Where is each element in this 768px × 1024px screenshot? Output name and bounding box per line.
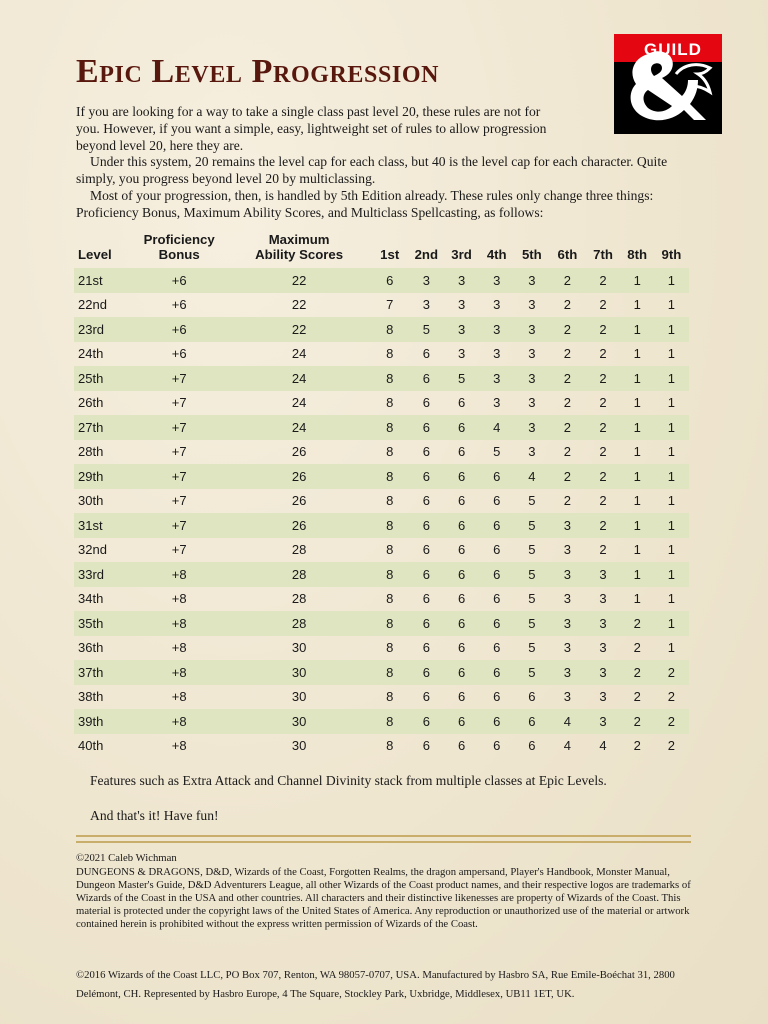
- table-cell: 3: [514, 415, 549, 440]
- table-row: [74, 366, 689, 391]
- table-cell: 6: [444, 660, 479, 685]
- table-cell: 24: [291, 346, 307, 362]
- table-cell: +8: [171, 689, 187, 705]
- table-cell: 1: [667, 640, 676, 656]
- header-max-ability-scores: Maximum Ability Scores: [255, 232, 344, 262]
- table-cell: 6: [493, 591, 501, 607]
- table-cell: 5: [514, 562, 549, 587]
- table-row: [74, 415, 689, 440]
- table-cell: +6: [131, 268, 228, 293]
- table-cell: 3: [514, 366, 549, 391]
- table-cell: 6: [422, 395, 430, 411]
- table-cell: 8: [386, 346, 394, 362]
- table-cell: 6: [457, 640, 466, 656]
- table-cell: 1: [654, 415, 689, 440]
- table-cell: 30: [227, 660, 370, 685]
- table-cell: 23rd: [74, 317, 131, 342]
- table-cell: 32nd: [78, 542, 107, 558]
- table-cell: 28th: [78, 444, 104, 460]
- table-cell: 3: [457, 346, 466, 362]
- table-cell: 6: [422, 444, 430, 460]
- table-cell: 3: [549, 562, 585, 587]
- table-cell: 1: [667, 591, 676, 607]
- trademark-notice: DUNGEONS & DRAGONS, D&D, Wizards of the Coast, Forgotten Realms, the dragon ampersand, Player's Handbook, Monster Manual, Dungeon Master's Guide, D&D Adventurers League, all other Wizards of the Coast product names, and their respective logos are trademarks of Wizards of the Coast in the USA and other countries. All characters and their distinctive likenesses are property of Wizards of the Coast. This material is protected under the copyright laws of the United States of America. Any reproduction or unauthorized use of the material or artwork contained herein is prohibited without the express written permission of Wizards of the Coast.: [76, 866, 691, 931]
- table-cell: 6: [479, 562, 514, 587]
- table-cell: 6: [422, 738, 430, 754]
- table-cell: +6: [171, 297, 187, 313]
- table-cell: 6: [444, 611, 479, 636]
- table-cell: 6: [457, 689, 466, 705]
- table-cell: 5: [514, 513, 549, 538]
- table-cell: 2: [585, 268, 620, 293]
- table-cell: 1: [621, 366, 654, 391]
- table-cell: 2: [549, 317, 585, 342]
- table-cell: 1: [654, 268, 689, 293]
- table-cell: +7: [171, 542, 187, 558]
- table-cell: 6: [528, 738, 536, 754]
- table-row: [74, 611, 689, 636]
- table-cell: 8: [386, 640, 394, 656]
- table-cell: 3: [528, 444, 536, 460]
- table-cell: 1: [667, 493, 676, 509]
- table-cell: 26: [291, 444, 307, 460]
- table-cell: 1: [633, 395, 641, 411]
- table-cell: 37th: [74, 660, 131, 685]
- table-cell: 4: [599, 738, 607, 754]
- divider-top: [76, 835, 691, 837]
- table-cell: 2: [621, 611, 654, 636]
- table-cell: 35th: [74, 611, 131, 636]
- table-cell: +7: [171, 395, 187, 411]
- header-proficiency-bonus: Proficiency Bonus: [143, 232, 215, 262]
- epic-progression-table: [74, 232, 689, 758]
- table-cell: 5: [409, 317, 444, 342]
- table-cell: 30: [227, 709, 370, 734]
- table-cell: +8: [171, 738, 187, 754]
- table-cell: 26: [227, 513, 370, 538]
- table-cell: 3: [563, 591, 572, 607]
- table-cell: 1: [654, 464, 689, 489]
- table-cell: 39th: [74, 709, 131, 734]
- table-row: [74, 489, 689, 514]
- table-row: [74, 464, 689, 489]
- header-slot-7th: 7th: [593, 247, 613, 262]
- table-cell: 22: [291, 297, 307, 313]
- table-cell: 22nd: [78, 297, 107, 313]
- table-cell: 3: [493, 395, 501, 411]
- table-row: [74, 734, 689, 759]
- table-cell: 2: [563, 297, 572, 313]
- table-cell: 1: [633, 297, 641, 313]
- table-cell: 2: [633, 738, 641, 754]
- table-cell: 2: [585, 464, 620, 489]
- table-row: [74, 587, 689, 612]
- page-title: Epic Level Progression: [76, 53, 440, 90]
- table-cell: 6: [444, 464, 479, 489]
- table-cell: 3: [493, 297, 501, 313]
- table-cell: 6: [514, 709, 549, 734]
- table-cell: 6: [493, 689, 501, 705]
- table-cell: 4: [563, 738, 572, 754]
- table-cell: 3: [599, 591, 607, 607]
- header-slot-6th: 6th: [557, 247, 578, 262]
- table-cell: 2: [549, 415, 585, 440]
- table-cell: 24: [227, 366, 370, 391]
- table-cell: 6: [422, 640, 430, 656]
- table-cell: 8: [371, 317, 409, 342]
- table-cell: 28: [227, 611, 370, 636]
- table-cell: +7: [171, 444, 187, 460]
- table-cell: 3: [599, 640, 607, 656]
- table-cell: 3: [563, 640, 572, 656]
- table-cell: 30: [291, 640, 307, 656]
- table-cell: 4: [479, 415, 514, 440]
- table-cell: 3: [444, 268, 479, 293]
- table-cell: 2: [549, 268, 585, 293]
- table-cell: 36th: [78, 640, 104, 656]
- table-cell: 8: [371, 513, 409, 538]
- table-cell: 2: [585, 366, 620, 391]
- header-level: Level: [78, 247, 112, 262]
- table-cell: 1: [667, 542, 676, 558]
- table-cell: 30: [291, 689, 307, 705]
- table-cell: 2: [599, 297, 607, 313]
- table-cell: 1: [667, 346, 676, 362]
- table-cell: 27th: [74, 415, 131, 440]
- table-cell: 5: [514, 611, 549, 636]
- table-cell: 3: [528, 346, 536, 362]
- table-cell: 5: [528, 493, 536, 509]
- table-cell: 3: [444, 317, 479, 342]
- table-cell: 6: [422, 542, 430, 558]
- table-cell: 6: [409, 660, 444, 685]
- table-cell: 8: [371, 464, 409, 489]
- intro-paragraph-1: If you are looking for a way to take a single class past level 20, these rules are not for you. However, if you want a simple, easy, lightweight set of rules to allow progression beyond level 20, here they are.: [76, 104, 547, 153]
- table-cell: 6: [457, 542, 466, 558]
- table-cell: 2: [599, 395, 607, 411]
- table-cell: 8: [386, 542, 394, 558]
- table-cell: 2: [599, 346, 607, 362]
- table-cell: 26th: [78, 395, 104, 411]
- table-cell: 3: [514, 317, 549, 342]
- table-cell: 8: [371, 660, 409, 685]
- table-cell: 28: [291, 542, 307, 558]
- table-cell: 8: [371, 415, 409, 440]
- table-cell: 1: [621, 317, 654, 342]
- table-cell: +8: [131, 611, 228, 636]
- logo-text: GUILD: [644, 40, 702, 59]
- table-cell: 6: [444, 513, 479, 538]
- table-cell: 6: [409, 415, 444, 440]
- table-cell: 3: [599, 689, 607, 705]
- table-cell: 1: [621, 268, 654, 293]
- table-cell: 22: [227, 268, 370, 293]
- header-slot-4th: 4th: [486, 247, 507, 262]
- table-cell: 1: [654, 513, 689, 538]
- table-cell: 6: [479, 611, 514, 636]
- table-row: [74, 538, 689, 563]
- table-header-row: [74, 232, 689, 268]
- table-cell: 6: [479, 660, 514, 685]
- table-cell: 3: [585, 562, 620, 587]
- table-cell: 38th: [78, 689, 104, 705]
- table-cell: 2: [549, 366, 585, 391]
- table-cell: 6: [457, 591, 466, 607]
- table-row: [74, 317, 689, 342]
- table-cell: 22: [227, 317, 370, 342]
- table-cell: 4: [549, 709, 585, 734]
- table-cell: 6: [422, 493, 430, 509]
- table-cell: 1: [633, 346, 641, 362]
- table-cell: 8: [386, 591, 394, 607]
- table-cell: 7: [386, 297, 394, 313]
- features-note: Features such as Extra Attack and Channel Divinity stack from multiple classes at Epic Levels.: [90, 773, 607, 788]
- table-cell: 6: [479, 464, 514, 489]
- table-cell: 3: [563, 689, 572, 705]
- table-cell: 25th: [74, 366, 131, 391]
- header-slot-3rd: 3rd: [451, 247, 472, 262]
- table-cell: 1: [621, 562, 654, 587]
- table-cell: 1: [654, 366, 689, 391]
- table-cell: 6: [422, 591, 430, 607]
- table-cell: 2: [654, 660, 689, 685]
- table-cell: 1: [633, 591, 641, 607]
- table-cell: +7: [171, 493, 187, 509]
- table-cell: 5: [528, 591, 536, 607]
- table-cell: 3: [457, 297, 466, 313]
- table-cell: 8: [386, 493, 394, 509]
- table-cell: 2: [563, 444, 572, 460]
- table-cell: 6: [457, 738, 466, 754]
- wotc-address: ©2016 Wizards of the Coast LLC, PO Box 707, Renton, WA 98057-0707, USA. Manufactured by Hasbro SA, Rue Emile-Boéchat 31, 2800 Delémont, CH. Represented by Hasbro Europe, 4 The Square, Stockley Park, Uxbridge, Middlesex, UB11 1ET, UK.: [76, 969, 675, 1000]
- table-row: [74, 660, 689, 685]
- table-cell: 2: [563, 493, 572, 509]
- table-cell: 6: [444, 415, 479, 440]
- table-cell: 8: [371, 611, 409, 636]
- table-cell: +8: [131, 709, 228, 734]
- table-cell: 6: [409, 513, 444, 538]
- table-cell: 6: [479, 709, 514, 734]
- table-cell: 3: [549, 513, 585, 538]
- intro-text: [76, 104, 686, 222]
- table-cell: 1: [667, 297, 676, 313]
- table-cell: 2: [633, 640, 641, 656]
- table-cell: 24th: [78, 346, 104, 362]
- table-cell: +8: [131, 660, 228, 685]
- table-cell: +8: [171, 640, 187, 656]
- table-cell: 3: [528, 395, 536, 411]
- table-cell: 21st: [74, 268, 131, 293]
- header-slot-2nd: 2nd: [414, 247, 439, 262]
- table-cell: 2: [549, 464, 585, 489]
- table-cell: 2: [621, 660, 654, 685]
- header-slot-8th: 8th: [627, 247, 648, 262]
- table-cell: 3: [493, 346, 501, 362]
- table-cell: 2: [585, 415, 620, 440]
- table-cell: 6: [457, 493, 466, 509]
- header-slot-5th: 5th: [521, 247, 542, 262]
- table-cell: 28: [227, 562, 370, 587]
- table-cell: 1: [621, 415, 654, 440]
- intro-paragraph-3: Most of your progression, then, is handled by 5th Edition already. These rules only change three things: Proficiency Bonus, Maximum Ability Scores, and Multiclass Spellcasting, as follows:: [76, 187, 654, 220]
- table-cell: 6: [422, 346, 430, 362]
- table-cell: 2: [563, 346, 572, 362]
- table-cell: 2: [667, 738, 676, 754]
- table-cell: 2: [563, 395, 572, 411]
- table-cell: 24: [291, 395, 307, 411]
- table-cell: 5: [528, 640, 536, 656]
- table-row: [74, 513, 689, 538]
- table-cell: 1: [654, 562, 689, 587]
- table-cell: 2: [633, 689, 641, 705]
- table-cell: 24: [227, 415, 370, 440]
- table-cell: 3: [585, 611, 620, 636]
- table-cell: 30th: [78, 493, 104, 509]
- table-cell: 5: [444, 366, 479, 391]
- table-cell: 3: [422, 297, 430, 313]
- table-cell: 3: [549, 660, 585, 685]
- table-cell: 4: [514, 464, 549, 489]
- table-cell: 1: [667, 444, 676, 460]
- table-row: [74, 268, 689, 293]
- table-cell: 6: [493, 640, 501, 656]
- table-cell: +7: [131, 415, 228, 440]
- table-cell: +8: [171, 591, 187, 607]
- table-cell: 8: [386, 738, 394, 754]
- table-cell: 26: [291, 493, 307, 509]
- table-cell: 1: [621, 464, 654, 489]
- table-cell: +7: [131, 464, 228, 489]
- table-row: [74, 293, 689, 318]
- table-cell: 6: [479, 513, 514, 538]
- table-cell: 6: [409, 464, 444, 489]
- table-cell: 2: [599, 542, 607, 558]
- header-slot-1st: 1st: [380, 247, 400, 262]
- table-cell: 2: [667, 689, 676, 705]
- table-cell: 8: [371, 366, 409, 391]
- table-cell: 33rd: [74, 562, 131, 587]
- table-cell: 8: [386, 444, 394, 460]
- table-cell: 3: [563, 542, 572, 558]
- table-cell: 5: [493, 444, 501, 460]
- table-cell: 6: [409, 562, 444, 587]
- table-cell: 8: [371, 709, 409, 734]
- table-row: [74, 562, 689, 587]
- table-cell: 6: [409, 709, 444, 734]
- divider-bottom: [76, 841, 691, 843]
- table-cell: 6: [493, 738, 501, 754]
- table-cell: 2: [621, 709, 654, 734]
- table-cell: 1: [667, 395, 676, 411]
- table-cell: +7: [131, 366, 228, 391]
- table-row: [74, 685, 689, 710]
- table-cell: 6: [444, 562, 479, 587]
- table-row: [74, 391, 689, 416]
- table-cell: +6: [171, 346, 187, 362]
- table-cell: 3: [549, 611, 585, 636]
- table-cell: 6: [409, 366, 444, 391]
- table-cell: 2: [585, 317, 620, 342]
- table-cell: 6: [528, 689, 536, 705]
- table-cell: 3: [479, 317, 514, 342]
- table-cell: 3: [585, 660, 620, 685]
- table-cell: 2: [599, 493, 607, 509]
- table-cell: 6: [493, 493, 501, 509]
- table-cell: 3: [514, 268, 549, 293]
- intro-paragraph-2: Under this system, 20 remains the level cap for each class, but 40 is the level cap for each character. Quite simply, you progress beyond level 20 by multiclassing.: [76, 154, 668, 187]
- table-cell: 6: [457, 444, 466, 460]
- table-cell: 5: [514, 660, 549, 685]
- table-cell: 6: [409, 611, 444, 636]
- table-cell: 3: [585, 709, 620, 734]
- table-cell: +8: [131, 562, 228, 587]
- table-cell: 3: [528, 297, 536, 313]
- table-cell: 1: [654, 317, 689, 342]
- table-cell: 6: [444, 709, 479, 734]
- table-cell: 3: [479, 268, 514, 293]
- table-cell: 30: [291, 738, 307, 754]
- table-cell: +7: [131, 513, 228, 538]
- closing-line: And that's it! Have fun!: [90, 808, 219, 823]
- table-cell: 5: [528, 542, 536, 558]
- table-cell: 6: [422, 689, 430, 705]
- table-cell: 6: [457, 395, 466, 411]
- table-row: [74, 342, 689, 367]
- table-cell: 31st: [74, 513, 131, 538]
- table-cell: 1: [633, 444, 641, 460]
- table-cell: 2: [654, 709, 689, 734]
- table-cell: 1: [633, 542, 641, 558]
- table-cell: 1: [633, 493, 641, 509]
- table-cell: 8: [386, 395, 394, 411]
- table-cell: 1: [621, 513, 654, 538]
- table-cell: 2: [585, 513, 620, 538]
- copyright-line: ©2021 Caleb Wichman: [76, 852, 177, 864]
- table-cell: 34th: [78, 591, 104, 607]
- table-cell: 26: [227, 464, 370, 489]
- table-cell: 1: [654, 611, 689, 636]
- table-cell: 3: [409, 268, 444, 293]
- table-cell: 6: [371, 268, 409, 293]
- header-slot-9th: 9th: [661, 247, 682, 262]
- table-cell: 8: [386, 689, 394, 705]
- table-cell: 3: [479, 366, 514, 391]
- table-cell: +6: [131, 317, 228, 342]
- table-row: [74, 709, 689, 734]
- table-row: [74, 636, 689, 661]
- table-cell: 29th: [74, 464, 131, 489]
- table-cell: 8: [371, 562, 409, 587]
- table-row: [74, 440, 689, 465]
- table-cell: 40th: [78, 738, 104, 754]
- table-cell: 2: [599, 444, 607, 460]
- table-cell: 6: [493, 542, 501, 558]
- table-cell: 28: [291, 591, 307, 607]
